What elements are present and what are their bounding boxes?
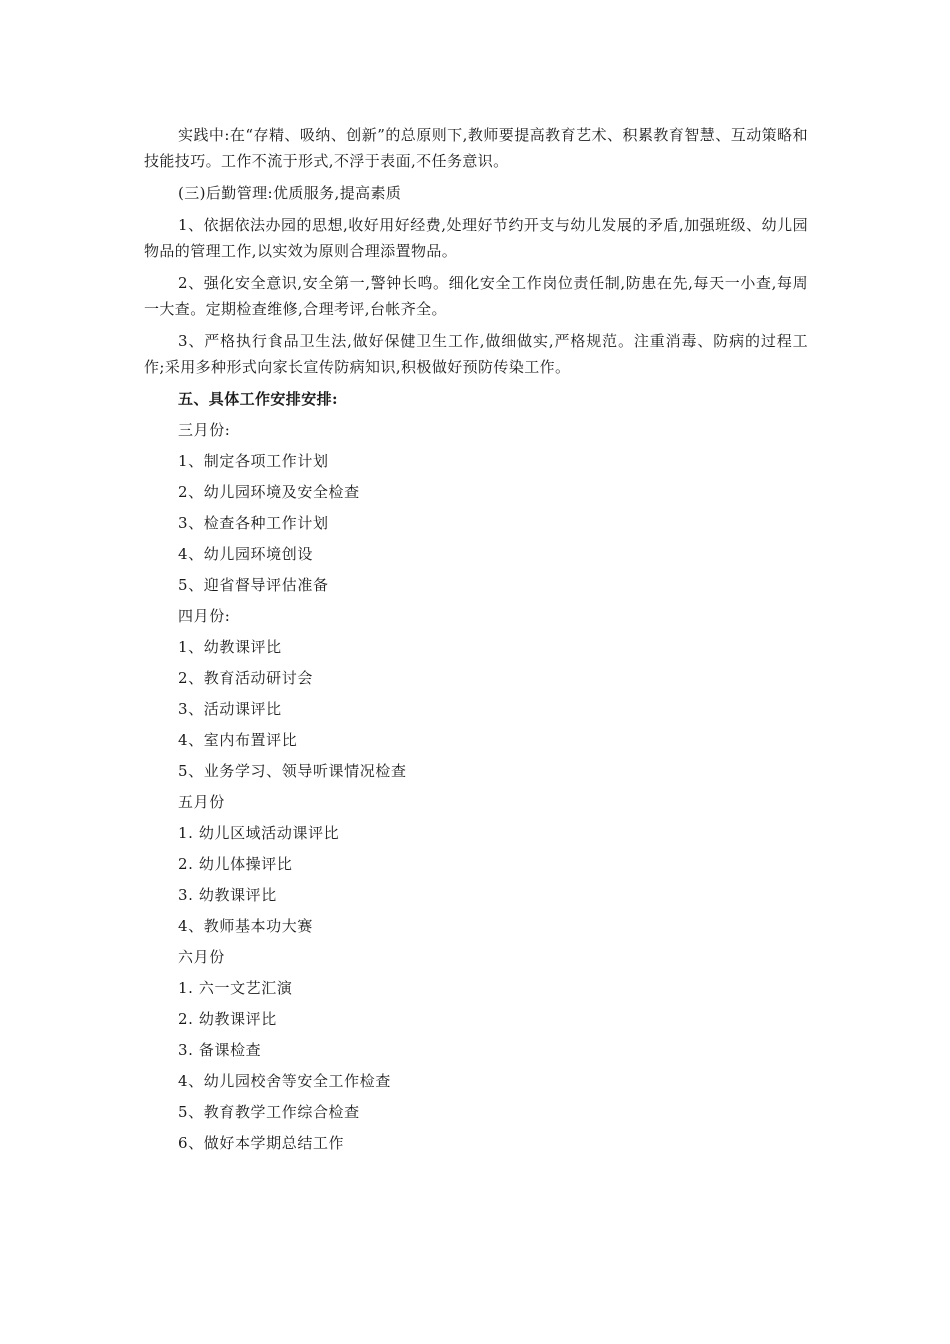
list-item: 3. 幼教课评比 bbox=[178, 886, 277, 904]
paragraph-logistics-1: 1、依据依法办园的思想,收好用好经费,处理好节约开支与幼儿发展的矛盾,加强班级、幼儿园物品的管理工作,以实效为原则合理添置物品。 bbox=[144, 216, 808, 260]
month-heading-april: 四月份: bbox=[178, 607, 231, 625]
list-item: 3、检查各种工作计划 bbox=[178, 514, 329, 532]
list-item: 5、迎省督导评估准备 bbox=[178, 576, 329, 594]
list-item: 4、幼儿园校舍等安全工作检查 bbox=[178, 1072, 391, 1090]
paragraph-logistics-3: 3、严格执行食品卫生法,做好保健卫生工作,做细做实,严格规范。注重消毒、防病的过程工作;采用多种形式向家长宣传防病知识,积极做好预防传染工作。 bbox=[144, 332, 808, 376]
list-item: 5、业务学习、领导听课情况检查 bbox=[178, 762, 407, 780]
paragraph-practice: 实践中:在“存精、吸纳、创新”的总原则下,教师要提高教育艺术、积累教育智慧、互动策略和技能技巧。工作不流于形式,不浮于表面,不任务意识。 bbox=[144, 126, 808, 170]
section-heading-schedule: 五、具体工作安排安排: bbox=[178, 390, 338, 408]
list-item: 4、教师基本功大赛 bbox=[178, 917, 313, 935]
list-item: 1、制定各项工作计划 bbox=[178, 452, 329, 470]
list-item: 6、做好本学期总结工作 bbox=[178, 1134, 345, 1152]
list-item: 1、幼教课评比 bbox=[178, 638, 282, 656]
list-item: 1. 六一文艺汇演 bbox=[178, 979, 293, 997]
list-item: 5、教育教学工作综合检查 bbox=[178, 1103, 360, 1121]
list-item: 3、活动课评比 bbox=[178, 700, 282, 718]
paragraph-logistics-heading: (三)后勤管理:优质服务,提高素质 bbox=[178, 184, 402, 202]
month-heading-june: 六月份 bbox=[178, 948, 225, 966]
document-body bbox=[144, 122, 808, 1161]
month-heading-march: 三月份: bbox=[178, 421, 231, 439]
list-item: 2. 幼教课评比 bbox=[178, 1010, 277, 1028]
list-item: 2、幼儿园环境及安全检查 bbox=[178, 483, 360, 501]
list-item: 2、教育活动研讨会 bbox=[178, 669, 313, 687]
paragraph-logistics-2: 2、强化安全意识,安全第一,警钟长鸣。细化安全工作岗位责任制,防患在先,每天一小查,每周一大查。定期检查维修,合理考评,台帐齐全。 bbox=[144, 274, 808, 318]
list-item: 2. 幼儿体操评比 bbox=[178, 855, 293, 873]
list-item: 4、幼儿园环境创设 bbox=[178, 545, 313, 563]
month-heading-may: 五月份 bbox=[178, 793, 225, 811]
list-item: 4、室内布置评比 bbox=[178, 731, 298, 749]
list-item: 1. 幼儿区域活动课评比 bbox=[178, 824, 340, 842]
list-item: 3. 备课检查 bbox=[178, 1041, 262, 1059]
